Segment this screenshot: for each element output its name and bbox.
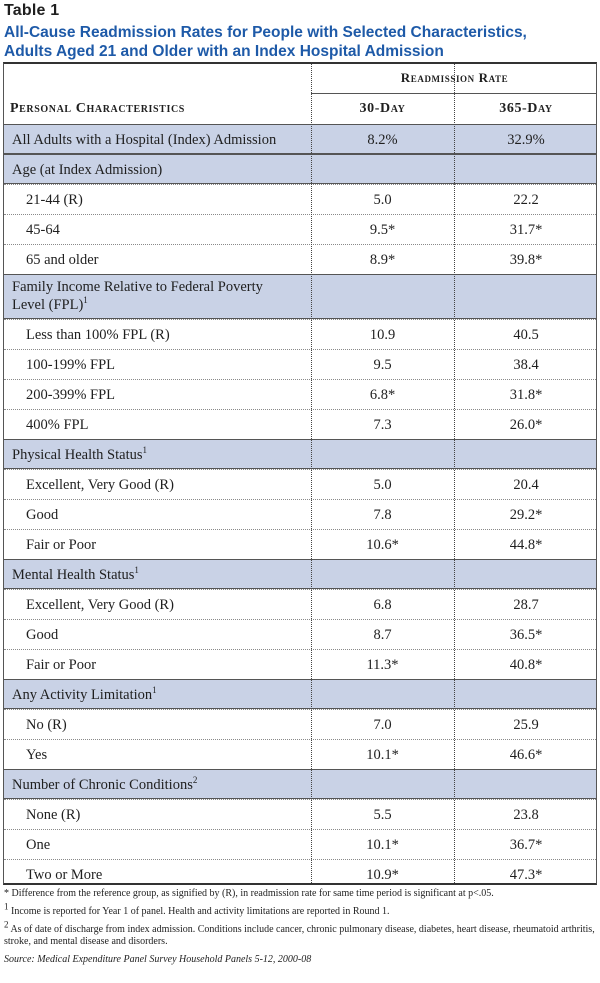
value-30-day: 6.8 <box>373 597 392 613</box>
table-row <box>4 319 596 349</box>
table-row <box>4 829 596 859</box>
row-label <box>26 251 316 269</box>
row-label <box>26 656 316 674</box>
row-label-text: Excellent, Very Good (R) <box>26 477 174 493</box>
footnote-marker: 1 <box>83 295 88 306</box>
row-label-text: Fair or Poor <box>26 537 97 553</box>
readmission-table <box>3 62 597 885</box>
row-label-text: 100-199% FPL <box>26 357 116 373</box>
row-label <box>26 191 316 209</box>
header-30-day: 30-Day <box>359 101 406 116</box>
value-30-day: 9.5* <box>369 222 396 238</box>
row-label <box>12 686 302 704</box>
footnote-marker: 1 <box>134 565 139 576</box>
table-row <box>4 529 596 559</box>
row-label <box>26 506 316 524</box>
value-365-day: 46.6* <box>509 747 543 763</box>
value-30-day: 11.3* <box>366 657 399 673</box>
row-label <box>26 866 316 884</box>
row-label-text: Number of Chronic Conditions <box>12 777 193 793</box>
value-365-day: 23.8 <box>513 807 539 823</box>
value-365-day: 31.8* <box>509 387 543 403</box>
value-30-day: 7.3 <box>373 417 392 433</box>
footnote-marker: 1 <box>142 445 147 456</box>
footnotes <box>4 888 596 966</box>
value-365-day: 40.8* <box>509 657 543 673</box>
row-label-text: No (R) <box>26 717 67 733</box>
row-label-text: Physical Health Status <box>12 447 143 463</box>
source-note: Source: Medical Expenditure Panel Survey Household Panels 5-12, 2000-08 <box>4 954 312 965</box>
value-365-day: 25.9 <box>513 717 539 733</box>
row-label-text: Family Income Relative to Federal Poverty <box>12 279 263 295</box>
table-row <box>4 439 596 469</box>
value-365-day: 40.5 <box>513 327 539 343</box>
header-365-day: 365-Day <box>499 101 553 116</box>
footnote-1-text: Income is reported for Year 1 of panel. Health and activity limitations are reported in Round 1. <box>8 906 390 917</box>
table-row <box>4 154 596 184</box>
value-30-day: 8.2% <box>367 132 398 148</box>
row-label <box>26 536 316 554</box>
value-365-day: 29.2* <box>509 507 543 523</box>
value-30-day: 6.8* <box>369 387 396 403</box>
row-label <box>12 161 302 179</box>
row-label <box>26 716 316 734</box>
table-row <box>4 859 596 889</box>
table-row <box>4 274 596 319</box>
value-30-day: 5.0 <box>373 192 392 208</box>
value-30-day: 7.8 <box>373 507 392 523</box>
row-label-text: 65 and older <box>26 252 99 268</box>
table-row <box>4 619 596 649</box>
table-title <box>4 23 596 61</box>
row-label <box>26 416 316 434</box>
row-label <box>26 626 316 644</box>
value-365-day: 26.0* <box>509 417 543 433</box>
value-30-day: 10.1* <box>366 747 399 763</box>
footnote-marker: 2 <box>192 775 198 786</box>
row-label <box>26 596 316 614</box>
row-label-text: Mental Health Status <box>12 567 135 583</box>
column-divider-1 <box>311 64 312 883</box>
header-personal-characteristics: Personal Characteristics <box>10 101 185 116</box>
row-label <box>12 776 302 794</box>
row-label-text: 400% FPL <box>26 417 89 433</box>
value-30-day: 9.5 <box>373 357 392 373</box>
value-365-day: 36.5* <box>509 627 543 643</box>
footnote-marker: 1 <box>152 685 157 696</box>
row-label <box>26 326 316 344</box>
table-row <box>4 184 596 214</box>
row-label-text: 45-64 <box>26 222 60 238</box>
row-label-text: 21-44 (R) <box>26 192 83 208</box>
value-365-day: 47.3* <box>509 867 543 883</box>
table-row <box>4 679 596 709</box>
table-row <box>4 244 596 274</box>
row-label-text: Less than 100% FPL (R) <box>26 327 170 343</box>
table-row <box>4 589 596 619</box>
table-row <box>4 469 596 499</box>
table-row <box>4 709 596 739</box>
footnote-significance: * Difference from the reference group, as signified by (R), in readmission rate for same time period is significant at p<.05. <box>4 888 494 899</box>
value-365-day: 32.9% <box>507 132 545 148</box>
value-30-day: 7.0 <box>373 717 392 733</box>
row-label-text: One <box>26 837 51 853</box>
table-row <box>4 379 596 409</box>
row-label <box>26 476 316 494</box>
table-row <box>4 124 596 154</box>
value-30-day: 10.9* <box>366 867 399 883</box>
table-title-line-2: Adults Aged 21 and Older with an Index Hospital Admission <box>4 43 444 60</box>
row-label-text: Fair or Poor <box>26 657 97 673</box>
row-label <box>12 566 302 584</box>
table-row <box>4 559 596 589</box>
value-30-day: 8.7 <box>373 627 392 643</box>
table-row <box>4 499 596 529</box>
table-row <box>4 649 596 679</box>
value-365-day: 31.7* <box>509 222 543 238</box>
row-label-text: Any Activity Limitation <box>12 687 153 703</box>
header-readmission-rate: Readmission Rate <box>400 70 509 85</box>
column-divider-2 <box>454 64 455 883</box>
value-365-day: 39.8* <box>509 252 543 268</box>
table-row <box>4 409 596 439</box>
row-label-text: None (R) <box>26 807 81 823</box>
value-30-day: 5.5 <box>373 807 392 823</box>
row-label-text: All Adults with a Hospital (Index) Admission <box>12 132 277 148</box>
value-30-day: 10.9 <box>369 327 396 343</box>
footnote-2-text: As of date of discharge from index admission. Conditions include cancer, chronic pulmonary disease, diabetes, heart disease, rheumatoid arthritis, stroke, and mental disease and disorders. <box>4 924 595 947</box>
row-label-text: Age (at Index Admission) <box>12 162 163 178</box>
row-label <box>12 278 302 314</box>
value-30-day: 5.0 <box>373 477 392 493</box>
row-label <box>26 356 316 374</box>
row-label-text: Two or More <box>26 867 103 883</box>
value-30-day: 10.1* <box>366 837 399 853</box>
table-row <box>4 214 596 244</box>
value-365-day: 28.7 <box>513 597 539 613</box>
row-label-text: Good <box>26 627 59 643</box>
table-label: Table 1 <box>4 2 60 19</box>
value-365-day: 22.2 <box>513 192 539 208</box>
row-label <box>26 221 316 239</box>
value-30-day: 8.9* <box>369 252 396 268</box>
row-label <box>26 806 316 824</box>
footnote-1 <box>4 901 596 918</box>
footnote-1-mark: 1 <box>4 901 9 912</box>
table-row <box>4 799 596 829</box>
value-30-day: 10.6* <box>366 537 399 553</box>
table-row <box>4 739 596 769</box>
row-label-text-line-2: Level (FPL) <box>12 297 84 313</box>
row-label-text: Good <box>26 507 59 523</box>
row-label <box>12 131 302 149</box>
footnote-2 <box>4 919 596 948</box>
row-label <box>12 446 302 464</box>
value-365-day: 38.4 <box>513 357 539 373</box>
row-label <box>26 836 316 854</box>
row-label-text: Yes <box>26 747 48 763</box>
row-label-text: 200-399% FPL <box>26 387 116 403</box>
row-label <box>26 386 316 404</box>
row-label <box>26 746 316 764</box>
table-title-line-1: All-Cause Readmission Rates for People with Selected Characteristics, <box>4 24 527 41</box>
footnote-2-mark: 2 <box>4 919 9 930</box>
row-label-text: Excellent, Very Good (R) <box>26 597 174 613</box>
table-row <box>4 769 596 799</box>
value-365-day: 36.7* <box>509 837 543 853</box>
header-group-rule <box>311 93 596 94</box>
value-365-day: 44.8* <box>509 537 543 553</box>
table-row <box>4 349 596 379</box>
value-365-day: 20.4 <box>513 477 539 493</box>
